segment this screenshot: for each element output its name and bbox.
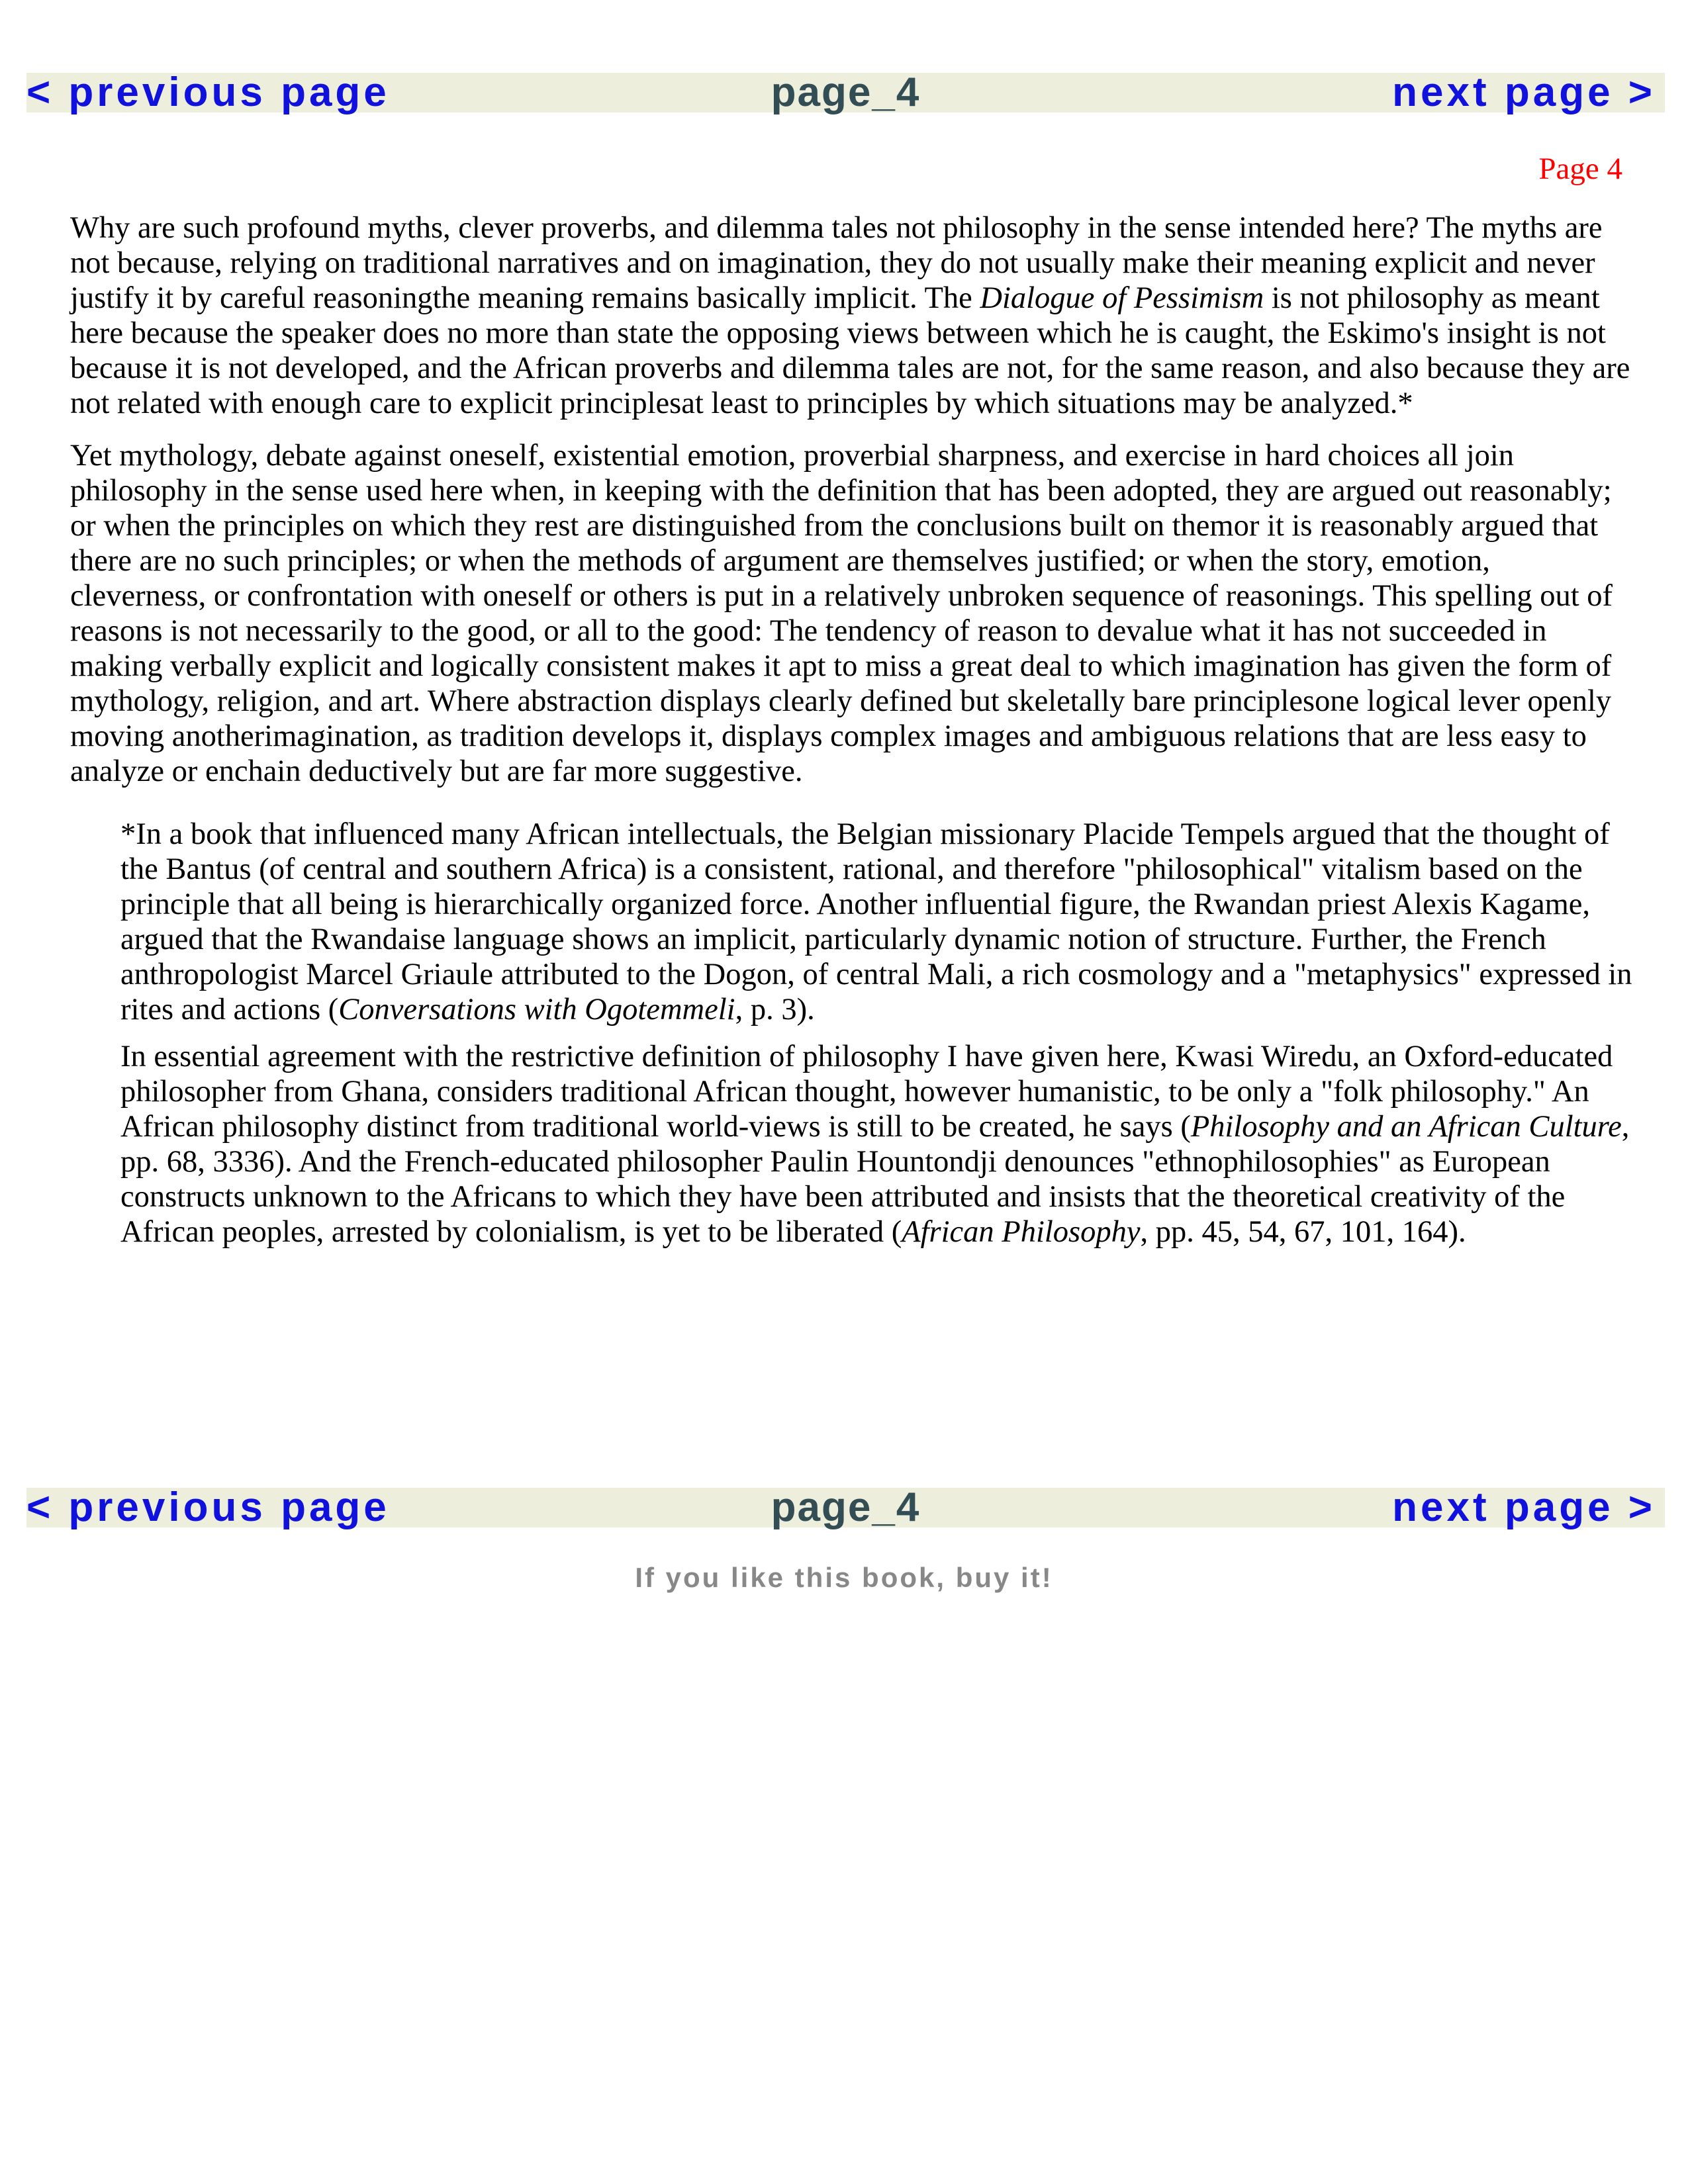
previous-page-link-bottom[interactable]: < previous page [26, 1484, 390, 1530]
page-label-bottom: page_4 [771, 1484, 921, 1530]
bottom-navigation-bar [26, 1484, 1665, 1530]
footnote-2-text-b: , pp. 68, 3336). And the French-educated philosopher Paulin Hountondji denounces "ethnophilosophies" as European constructs unknown to the Africans to which they have been attributed and insists that the theoretical creativity of the African peoples, arrested by colonialism, is yet to be liberated ( [120, 1110, 1630, 1249]
footnote-1-text-a: *In a book that influenced many African intellectuals, the Belgian missionary Placide Tempels argued that the thought of the Bantus (of central and southern Africa) is a consistent, rational, and therefore "philosophical" vitalism based on the principle that all being is hierarchically organized force. Another influential figure, the Rwandan priest Alexis Kagame, argued that the Rwandaise language shows an implicit, particularly dynamic notion of structure. Further, the French anthropologist Marcel Griaule attributed to the Dogon, of central Mali, a rich cosmology and a "metaphysics" expressed in rites and actions ( [120, 817, 1632, 1026]
main-content [70, 210, 1632, 1261]
page-label: page_4 [771, 69, 921, 115]
next-page-link[interactable]: next page > [1392, 69, 1656, 115]
paragraph-1-text-b: is not philosophy as meant here because the speaker does no more than state the opposing views between which he is caught, the Eskimo's insight is not because it is not developed, and the African proverbs and dilemma tales are not, for the same reason, and also because they are not related with enough care to explicit principlesat least to principles by which situations may be analyzed.* [70, 281, 1630, 420]
paragraph-1-title: Dialogue of Pessimism [980, 281, 1264, 315]
footnote-2-text-c: , pp. 45, 54, 67, 101, 164). [1140, 1215, 1466, 1249]
buy-book-notice: If you like this book, buy it! [635, 1562, 1053, 1593]
paragraph-1-text-a: Why are such profound myths, clever proverbs, and dilemma tales not philosophy in the sense intended here? The myths are not because, relying on traditional narratives and on imagination, they do not usually make their meaning explicit and never justify it by careful reasoningthe meaning remains basically implicit. The [70, 211, 1603, 315]
footnote-2 [120, 1039, 1632, 1250]
page-number: Page 4 [1538, 152, 1622, 186]
paragraph-1 [70, 210, 1632, 421]
footnote-2-title-2: African Philosophy [902, 1215, 1141, 1249]
next-page-link-bottom[interactable]: next page > [1392, 1484, 1656, 1530]
footnote-1-title: Conversations with Ogotemmeli [338, 993, 735, 1026]
footnote-1 [120, 817, 1632, 1027]
previous-page-link[interactable]: < previous page [26, 69, 390, 115]
paragraph-2: Yet mythology, debate against oneself, existential emotion, proverbial sharpness, and exercise in hard choices all join philosophy in the sense used here when, in keeping with the definition that has been adopted, they are argued out reasonably; or when the principles on which they rest are distinguished from the conclusions built on themor it is reasonably argued that there are no such principles; or when the methods of argument are themselves justified; or when the story, emotion, cleverness, or confrontation with oneself or others is put in a relatively unbroken sequence of reasonings. This spelling out of reasons is not necessarily to the good, or all to the good: The tendency of reason to devalue what it has not succeeded in making verbally explicit and logically consistent makes it apt to miss a great deal to which imagination has given the form of mythology, religion, and art. Where abstraction displays clearly defined but skeletally bare principlesone logical lever openly moving anotherimagination, as tradition develops it, displays complex images and ambiguous relations that are less easy to analyze or enchain deductively but are far more suggestive. [70, 439, 1613, 788]
footnote-1-text-b: , p. 3). [735, 993, 815, 1026]
footnote-2-title-1: Philosophy and an African Culture [1190, 1110, 1622, 1144]
footnotes [120, 817, 1632, 1250]
top-navigation-bar [26, 69, 1665, 115]
footnote-2-text-a: In essential agreement with the restrictive definition of philosophy I have given here, Kwasi Wiredu, an Oxford-educated philosopher from Ghana, considers traditional African thought, however humanistic, to be only a "folk philosophy." An African philosophy distinct from traditional world-views is still to be created, he says ( [120, 1040, 1613, 1144]
